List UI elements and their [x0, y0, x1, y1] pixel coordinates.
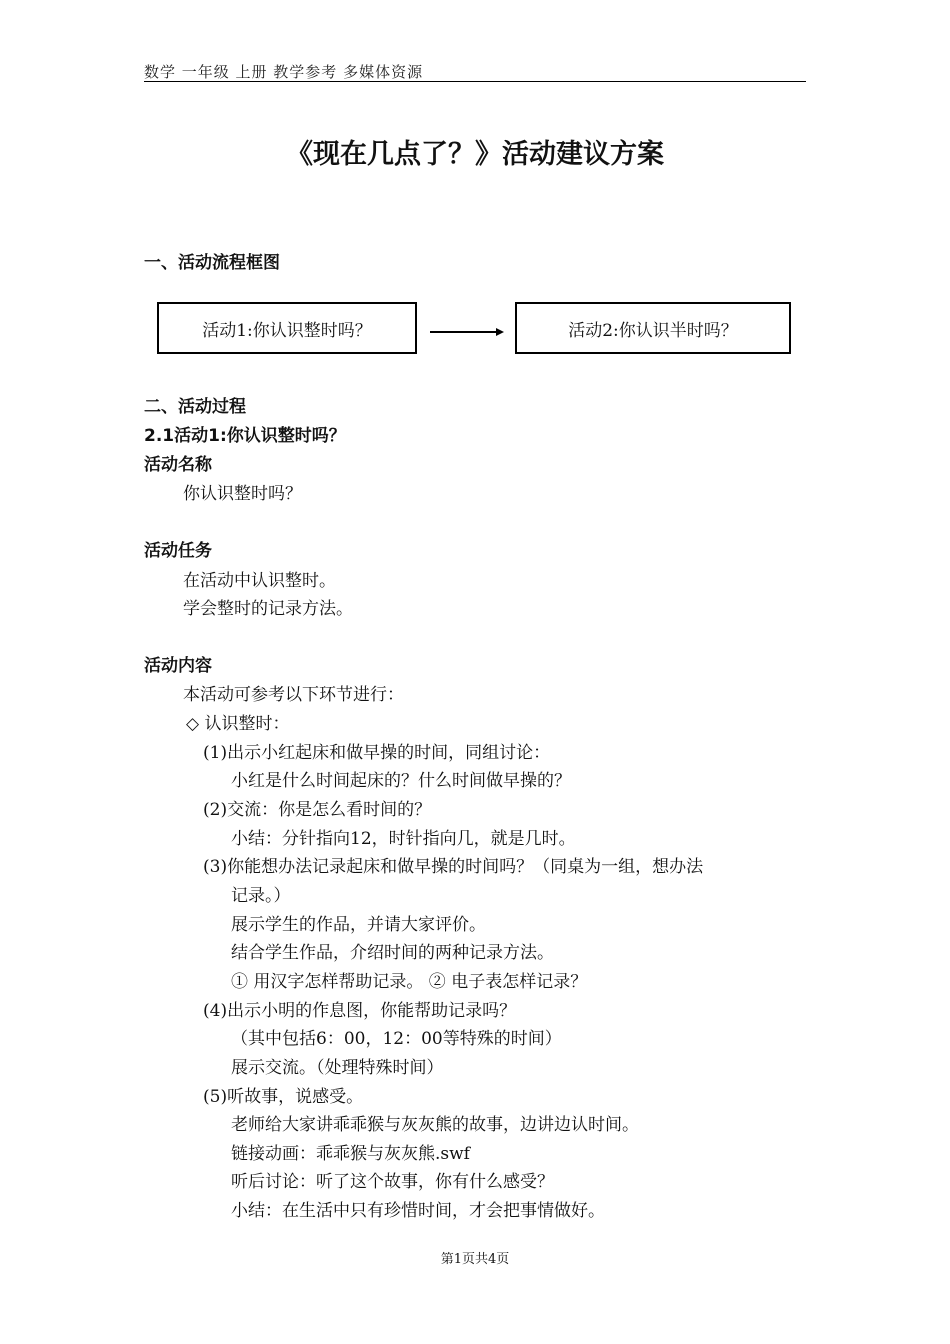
flow-box-activity-2: [515, 302, 791, 354]
activity-content-intro: 本活动可参考以下环节进行：: [183, 685, 404, 705]
flow-arrow-icon: [430, 327, 504, 337]
content-line: （其中包括6：00，12：00等特殊的时间）: [231, 1029, 562, 1049]
content-line: 听后讨论：听了这个故事，你有什么感受？: [231, 1172, 554, 1192]
flow-box-activity-1-label: 活动1:你认识整时吗？: [202, 320, 372, 341]
section2-heading: 二、活动过程: [144, 397, 246, 417]
activity-content-label: 活动内容: [144, 656, 212, 676]
flow-box-activity-1: [157, 302, 417, 354]
content-line: 小结：在生活中只有珍惜时间，才会把事情做好。: [231, 1201, 605, 1221]
activity-task-line: 学会整时的记录方法。: [183, 599, 353, 619]
activity-name-text: 你认识整时吗？: [183, 484, 302, 504]
content-line: 老师给大家讲乖乖猴与灰灰熊的故事，边讲边认时间。: [231, 1115, 639, 1135]
content-line: (4)出示小明的作息图，你能帮助记录吗？: [203, 1001, 517, 1021]
content-line: (2)交流：你是怎么看时间的？: [203, 800, 432, 820]
content-line: (3)你能想办法记录起床和做早操的时间吗？（同桌为一组，想办法: [203, 857, 704, 877]
content-line: (1)出示小红起床和做早操的时间，同组讨论：: [203, 743, 551, 763]
content-line: 展示交流。（处理特殊时间）: [231, 1058, 444, 1078]
activity-task-line: 在活动中认识整时。: [183, 571, 336, 591]
page-footer: 第1页共4页: [440, 1252, 510, 1267]
section1-heading: 一、活动流程框图: [144, 253, 280, 273]
content-line: (5)听故事，说感受。: [203, 1087, 364, 1107]
content-line: 记录。）: [231, 886, 291, 906]
document-title: 《现在几点了？》活动建议方案: [286, 139, 664, 170]
content-line: 展示学生的作品，并请大家评价。: [231, 915, 486, 935]
page-header: 数学 一年级 上册 教学参考 多媒体资源: [144, 63, 424, 81]
content-line: 小红是什么时间起床的？什么时间做早操的？: [231, 771, 571, 791]
activity-content-bullet: ◇ 认识整时：: [186, 714, 290, 734]
content-line: 链接动画：乖乖猴与灰灰熊.swf: [231, 1144, 470, 1164]
header-rule: [144, 81, 806, 82]
content-line: 结合学生作品，介绍时间的两种记录方法。: [231, 943, 554, 963]
subsection-heading: 2.1活动1:你认识整时吗？: [144, 426, 346, 446]
flow-box-activity-2-label: 活动2:你认识半时吗？: [568, 320, 738, 341]
content-line: 小结：分针指向12，时针指向几，就是几时。: [231, 829, 576, 849]
content-line: ① 用汉字怎样帮助记录。 ② 电子表怎样记录？: [231, 972, 588, 992]
activity-name-label: 活动名称: [144, 455, 212, 475]
activity-task-label: 活动任务: [144, 541, 212, 561]
